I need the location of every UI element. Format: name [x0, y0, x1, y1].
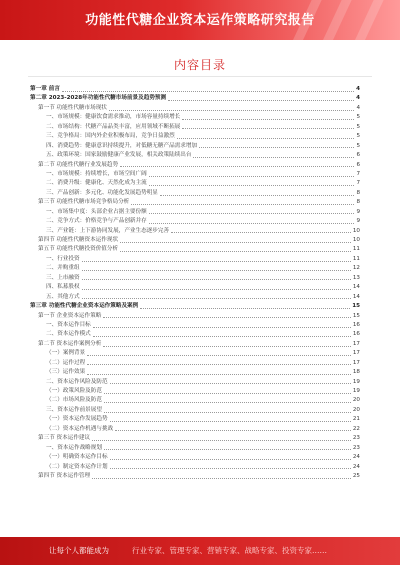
toc-entry-page: 20: [352, 406, 360, 413]
toc-leader-dots: [103, 345, 351, 347]
toc-entry-label: 一、市场规模：健康饮食需求推动，市场容量持续增长: [46, 114, 181, 121]
toc-entry-page: 17: [352, 340, 360, 347]
toc-entry[interactable]: [30, 293, 360, 302]
toc-entry-label: 第二章 2023-2028年功能性代糖市场前景及趋势预测: [30, 95, 167, 102]
toc-entry[interactable]: [30, 123, 360, 132]
toc-entry-label: （二）市场风险及防范: [46, 397, 102, 404]
toc-entry[interactable]: [30, 321, 360, 330]
toc-leader-dots: [182, 118, 354, 120]
toc-entry-page: 5: [356, 123, 360, 130]
toc-entry-label: 第一节 企业资本运作策略: [38, 312, 102, 319]
toc-entry[interactable]: [30, 415, 360, 424]
toc-entry[interactable]: [30, 463, 360, 472]
toc-entry-page: 7: [356, 170, 360, 177]
toc-leader-dots: [110, 458, 351, 460]
toc-entry-page: 13: [352, 274, 360, 281]
toc-entry-label: 五、政策环境：国家鼓励健康产业发展，相关政策陆续出台: [46, 152, 192, 159]
toc-entry[interactable]: [30, 340, 360, 349]
toc-leader-dots: [120, 241, 351, 243]
toc-entry-page: 6: [356, 152, 360, 159]
toc-entry[interactable]: [30, 359, 360, 368]
toc-entry[interactable]: [30, 406, 360, 415]
toc-entry[interactable]: [30, 453, 360, 462]
toc-entry-label: （二）制定资本运作计划: [46, 463, 108, 470]
toc-entry-page: 20: [352, 397, 360, 404]
toc-entry-label: 二、并购重组: [46, 265, 80, 272]
toc-leader-dots: [149, 222, 355, 224]
toc-entry-page: 11: [352, 246, 360, 253]
toc-entry[interactable]: [30, 94, 360, 103]
toc-entry[interactable]: [30, 179, 360, 188]
toc-entry-label: 第三章 功能性代糖企业资本运作策略及案例: [30, 303, 139, 310]
toc-entry-page: 9: [356, 218, 360, 225]
toc-entry-label: 二、消费升级：健康化、天然化成为主流: [46, 180, 147, 187]
toc-entry-page: 17: [352, 359, 360, 366]
toc-entry-label: 第三节 资本运作建议: [38, 435, 91, 442]
toc-entry-page: 4: [356, 95, 360, 102]
toc-entry-page: 7: [356, 180, 360, 187]
toc-entry-page: 5: [356, 142, 360, 149]
toc-entry-label: （一）资本运作发展趋势: [46, 416, 108, 423]
toc-entry-page: 16: [352, 321, 360, 328]
table-of-contents: [30, 85, 360, 481]
toc-entry-page: 9: [356, 208, 360, 215]
toc-entry-label: 三、竞争格局：国内外企业积极布局，竞争日益激烈: [46, 133, 175, 140]
toc-leader-dots: [93, 335, 351, 337]
toc-entry[interactable]: [30, 274, 360, 283]
toc-entry-page: 17: [352, 350, 360, 357]
toc-entry-page: 10: [352, 227, 360, 234]
toc-entry-label: 四、消费趋势：健康意识持续提升，对低糖无糖产品需求增加: [46, 142, 198, 149]
toc-leader-dots: [149, 175, 355, 177]
report-title: 功能性代糖企业资本运作策略研究报告: [85, 13, 315, 28]
toc-entry[interactable]: [30, 425, 360, 434]
toc-leader-dots: [182, 127, 354, 129]
toc-entry[interactable]: [30, 472, 360, 481]
toc-entry-label: 第五节 功能性代糖投资价值分析: [38, 246, 119, 253]
toc-entry-label: 三、产品创新：多元化、功能化发展趋势明显: [46, 189, 158, 196]
toc-entry[interactable]: [30, 368, 360, 377]
toc-entry[interactable]: [30, 396, 360, 405]
toc-leader-dots: [110, 382, 351, 384]
toc-entry-page: 4: [356, 86, 360, 92]
toc-entry[interactable]: [30, 387, 360, 396]
toc-leader-dots: [103, 316, 351, 318]
toc-entry-page: 18: [352, 369, 360, 376]
toc-entry-page: 15: [352, 303, 360, 310]
toc-entry[interactable]: [30, 217, 360, 226]
toc-entry[interactable]: [30, 142, 360, 151]
toc-entry-page: 11: [352, 255, 360, 262]
toc-entry-label: 第一章 前言: [30, 86, 60, 92]
toc-entry[interactable]: [30, 227, 360, 236]
toc-entry[interactable]: [30, 208, 360, 217]
toc-entry[interactable]: [30, 444, 360, 453]
toc-entry-page: 25: [352, 472, 360, 479]
toc-entry[interactable]: [30, 302, 360, 311]
toc-entry-label: 二、竞争方式：价格竞争与产品创新并存: [46, 218, 147, 225]
toc-leader-dots: [104, 401, 351, 403]
toc-entry-page: 12: [352, 265, 360, 272]
toc-entry-label: （二）运作过程: [46, 359, 86, 366]
toc-entry[interactable]: [30, 283, 360, 292]
header-band: [0, 0, 400, 40]
toc-entry-label: 一、资本运作战略规划: [46, 444, 102, 451]
divider: [28, 76, 372, 77]
toc-entry[interactable]: [30, 85, 360, 94]
toc-entry[interactable]: [30, 312, 360, 321]
toc-entry-label: 一、市场集中度：头部企业占据主要份额: [46, 208, 147, 215]
toc-entry[interactable]: [30, 161, 360, 170]
toc-entry-label: （一）案例背景: [46, 350, 86, 357]
toc-entry-label: 第四节 功能性代糖资本运作现状: [38, 237, 119, 243]
toc-entry-page: 19: [352, 388, 360, 394]
toc-leader-dots: [131, 203, 354, 205]
toc-leader-dots: [104, 448, 351, 450]
toc-entry-label: 第一节 功能性代糖市场现状: [38, 104, 107, 111]
toc-entry-page: 5: [356, 114, 360, 121]
toc-entry-label: 第三节 功能性代糖市场竞争格局分析: [38, 199, 130, 206]
toc-leader-dots: [87, 354, 351, 356]
toc-entry[interactable]: [30, 189, 360, 198]
toc-leader-dots: [93, 326, 351, 328]
toc-entry-page: 15: [352, 312, 360, 319]
toc-entry-label: 三、产业链：上下游协同发展，产业生态逐步完善: [46, 227, 170, 234]
toc-leader-dots: [110, 467, 351, 469]
toc-leader-dots: [104, 411, 351, 413]
toc-leader-dots: [160, 194, 355, 196]
toc-entry-page: 5: [356, 133, 360, 140]
footer-roles: 行业专家、管理专家、营销专家、战略专家、投资专家……: [132, 546, 327, 555]
toc-entry-label: 三、资本运作前景展望: [46, 406, 102, 413]
toc-entry-page: 19: [352, 378, 360, 385]
toc-entry-page: 23: [352, 444, 360, 451]
toc-entry-page: 22: [352, 425, 360, 432]
toc-entry-label: 第四节 资本运作管理: [38, 472, 91, 479]
toc-leader-dots: [82, 269, 351, 271]
toc-entry-page: 8: [356, 189, 360, 196]
toc-leader-dots: [92, 439, 351, 441]
toc-leader-dots: [168, 99, 354, 101]
toc-entry-page: 16: [352, 331, 360, 338]
toc-entry[interactable]: [30, 198, 360, 207]
toc-entry-page: 24: [352, 454, 360, 461]
toc-leader-dots: [110, 420, 351, 422]
toc-title: 内容目录: [173, 58, 226, 72]
toc-entry-label: 第二节 资本运作案例分析: [38, 340, 102, 347]
toc-leader-dots: [149, 184, 355, 186]
toc-entry-page: 23: [352, 435, 360, 442]
toc-leader-dots: [82, 278, 351, 280]
toc-entry[interactable]: [30, 330, 360, 339]
toc-leader-dots: [82, 260, 351, 262]
toc-leader-dots: [62, 90, 354, 92]
toc-entry[interactable]: [30, 264, 360, 273]
toc-entry-page: 14: [352, 284, 360, 291]
toc-entry[interactable]: [30, 151, 360, 160]
toc-entry[interactable]: [30, 255, 360, 264]
toc-leader-dots: [193, 156, 354, 158]
toc-entry-label: 一、资本运作目标: [46, 321, 91, 328]
toc-entry-page: 10: [352, 237, 360, 243]
toc-entry-label: 一、市场规模：持续增长，市场空间广阔: [46, 170, 147, 177]
toc-entry-label: （一）政策风险及防范: [46, 388, 102, 394]
toc-entry-label: 四、私募股权: [46, 284, 80, 291]
toc-leader-dots: [120, 165, 354, 167]
toc-entry[interactable]: [30, 434, 360, 443]
toc-entry-page: 8: [356, 199, 360, 206]
toc-entry[interactable]: [30, 170, 360, 179]
toc-leader-dots: [149, 212, 355, 214]
toc-entry[interactable]: [30, 245, 360, 254]
toc-leader-dots: [82, 288, 351, 290]
toc-leader-dots: [177, 137, 355, 139]
toc-leader-dots: [115, 429, 351, 431]
toc-leader-dots: [104, 392, 351, 394]
toc-entry-page: 21: [352, 416, 360, 423]
toc-entry-page: 4: [356, 104, 360, 111]
toc-entry-label: 五、其他方式: [46, 293, 80, 300]
toc-entry[interactable]: [30, 236, 360, 245]
toc-entry-label: 二、资本运作风险及防范: [46, 378, 108, 385]
toc-entry-label: （三）运作效果: [46, 369, 86, 376]
toc-entry-label: 一、行业投资: [46, 255, 80, 262]
toc-entry[interactable]: [30, 378, 360, 387]
toc-leader-dots: [87, 363, 351, 365]
toc-entry-page: 6: [356, 161, 360, 168]
toc-leader-dots: [199, 146, 354, 148]
toc-entry-label: 第二节 功能性代糖行业发展趋势: [38, 161, 119, 168]
toc-leader-dots: [109, 109, 355, 111]
footer-slogan: 让每个人都能成为: [49, 546, 109, 555]
toc-leader-dots: [140, 307, 350, 309]
toc-leader-dots: [82, 297, 351, 299]
toc-leader-dots: [171, 231, 351, 233]
toc-entry-label: （二）资本运作机遇与挑战: [46, 425, 114, 432]
toc-entry-label: （一）明确资本运作目标: [46, 454, 108, 461]
toc-entry-label: 二、市场结构：代糖产品品类丰富，应用领域不断拓展: [46, 123, 181, 130]
toc-leader-dots: [120, 250, 351, 252]
footer-band: [0, 537, 400, 565]
toc-entry-page: 14: [352, 293, 360, 300]
toc-entry-label: 二、资本运作模式: [46, 331, 91, 338]
toc-entry[interactable]: [30, 132, 360, 141]
toc-entry[interactable]: [30, 104, 360, 113]
toc-leader-dots: [87, 373, 351, 375]
toc-leader-dots: [92, 477, 351, 479]
toc-entry-page: 24: [352, 463, 360, 470]
toc-entry[interactable]: [30, 113, 360, 122]
toc-entry[interactable]: [30, 349, 360, 358]
toc-entry-label: 三、上市融资: [46, 274, 80, 281]
